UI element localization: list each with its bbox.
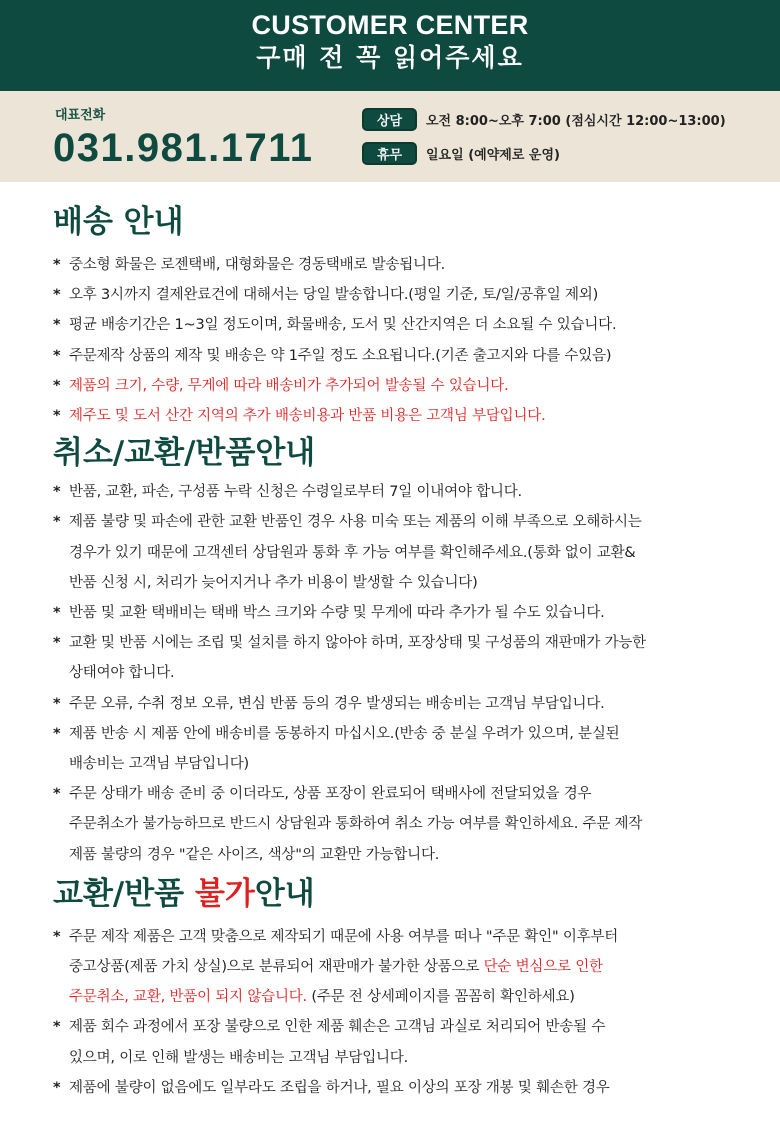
consult-hours-row (362, 108, 726, 131)
not-allowed-list (53, 922, 760, 1103)
list-item: * 제품 반송 시 제품 안에 배송비를 동봉하지 마십시오.(반송 중 분실 우려가 있으며, 분실된 배송비는 고객님 부담입니다) (53, 719, 760, 779)
list-item: * 주문 제작 제품은 고객 맞춤으로 제작되기 때문에 사용 여부를 떠나 "주문 확인" 이후부터 중고상품(제품 가치 상실)으로 분류되어 재판매가 불가한 상품으로 단순 변심으로 인한 주문취소, 교환, 반품이 되지 않습니다. (주문 전 상세페이지를 꼼꼼히 확인하세요) (53, 922, 760, 1013)
bullet-star: * (53, 347, 61, 364)
main-content (0, 202, 780, 1103)
consult-badge: 상담 (362, 108, 417, 131)
list-item: * 반품, 교환, 파손, 구성품 누락 신청은 수령일로부터 7일 이내여야 합니다. (53, 477, 760, 507)
list-item: * 오후 3시까지 결제완료건에 대해서는 당일 발송합니다.(평일 기준, 토/일/공휴일 제외) (53, 280, 760, 310)
list-item: * 제품 회수 과정에서 포장 불량으로 인한 제품 훼손은 고객님 과실로 처리되어 반송될 수 있으며, 이로 인해 발생는 배송비는 고객님 부담입니다. (53, 1012, 760, 1072)
bullet-star: * (53, 408, 61, 425)
page-header (0, 0, 780, 91)
list-item: * 제품에 불량이 없음에도 일부라도 조립을 하거나, 필요 이상의 포장 개봉 및 훼손한 경우 (53, 1073, 760, 1103)
header-title-en: CUSTOMER CENTER (251, 10, 529, 40)
section-title-not-allowed: 교환/반품 불가안내 (53, 875, 315, 912)
phone-label: 대표전화 (55, 108, 106, 123)
warning-text-red: 단순 변심으로 인한 (483, 959, 603, 976)
bullet-star: * (53, 605, 61, 622)
header-title-ko: 구매 전 꼭 읽어주세요 (256, 43, 524, 72)
bullet-star: * (53, 635, 61, 652)
phone-number[interactable]: 031.981.1711 (53, 126, 314, 170)
bullet-star: * (53, 1019, 61, 1036)
returns-list (53, 477, 760, 870)
bullet-star: * (53, 377, 61, 394)
list-item: * 반품 및 교환 택배비는 택배 박스 크기와 수량 및 무게에 따라 추가가 될 수도 있습니다. (53, 598, 760, 628)
list-item: * 제품 불량 및 파손에 관한 교환 반품인 경우 사용 미숙 또는 제품의 이해 부족으로 오해하시는 경우가 있기 때문에 고객센터 상담원과 통화 후 가능 여부를 확인해주세요.(통화 없이 교환& 반품 신청 시, 처리가 늦어지거나 추가 비용이 발생할 수 있습니다) (53, 507, 760, 598)
section-title-shipping: 배송 안내 (53, 204, 184, 240)
closed-badge: 휴무 (362, 142, 417, 165)
list-item: * 주문제작 상품의 제작 및 배송은 약 1주일 정도 소요됩니다.(기존 출고지와 다를 수있음) (53, 341, 760, 371)
list-item-warning: * 제품의 크기, 수량, 무게에 따라 배송비가 추가되어 발송될 수 있습니다. (53, 371, 760, 401)
bullet-star: * (53, 786, 61, 803)
bullet-star: * (53, 514, 61, 531)
list-item: * 주문 상태가 배송 준비 중 이더라도, 상품 포장이 완료되어 택배사에 전달되었을 경우 주문취소가 불가능하므로 반드시 상담원과 통화하여 취소 가능 여부를 확인하세요. 주문 제작 제품 불량의 경우 "같은 사이즈, 색상"의 교환만 가능합니다. (53, 779, 760, 870)
shipping-list (53, 250, 760, 431)
bullet-star: * (53, 725, 61, 742)
list-item-warning: * 제주도 및 도서 산간 지역의 추가 배송비용과 반품 비용은 고객님 부담입니다. (53, 401, 760, 431)
consult-hours-text: 오전 8:00~오후 7:00 (점심시간 12:00~13:00) (426, 114, 726, 129)
bullet-star: * (53, 928, 61, 945)
closed-day-row (362, 142, 560, 165)
list-item: * 중소형 화물은 로젠택배, 대형화물은 경동택배로 발송됩니다. (53, 250, 760, 280)
list-item: * 주문 오류, 수취 정보 오류, 변심 반품 등의 경우 발생되는 배송비는 고객님 부담입니다. (53, 689, 760, 719)
title-highlight-red: 불가 (194, 875, 255, 912)
bullet-star: * (53, 317, 61, 334)
bullet-star: * (53, 287, 61, 304)
bullet-star: * (53, 484, 61, 501)
contact-bar (0, 91, 780, 182)
section-title-returns: 취소/교환/반품안내 (53, 435, 316, 472)
list-item: * 평균 배송기간은 1~3일 정도이며, 화물배송, 도서 및 산간지역은 더 소요될 수 있습니다. (53, 310, 760, 340)
bullet-star: * (53, 1079, 61, 1096)
bullet-star: * (53, 695, 61, 712)
bullet-star: * (53, 257, 61, 273)
list-item: * 교환 및 반품 시에는 조립 및 설치를 하지 않아야 하며, 포장상태 및 구성품의 재판매가 가능한 상태여야 합니다. (53, 628, 760, 688)
closed-day-text: 일요일 (예약제로 운영) (426, 148, 560, 163)
warning-text-red: 주문취소, 교환, 반품이 되지 않습니다. (69, 989, 307, 1006)
